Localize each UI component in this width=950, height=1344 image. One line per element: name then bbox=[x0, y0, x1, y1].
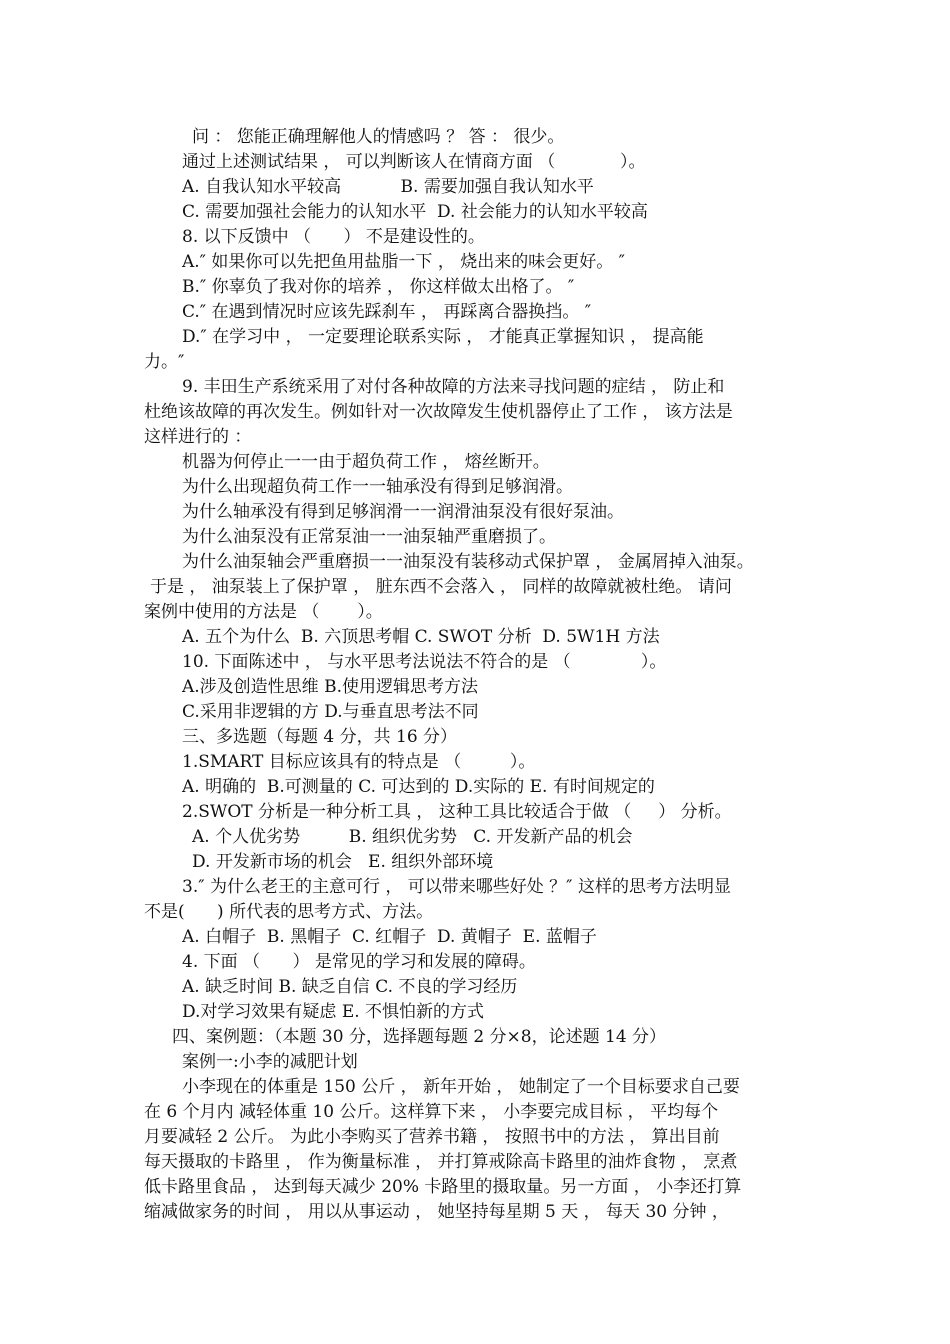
text-line: 9. 丰田生产系统采用了对付各种故障的方法来寻找问题的症结 ， 防止和 bbox=[182, 377, 725, 397]
text-line: A. 五个为什么 B. 六顶思考帽 C. SWOT 分析 D. 5W1H 方法 bbox=[182, 627, 660, 647]
text-line: 不是( ) 所代表的思考方式、方法。 bbox=[144, 902, 434, 922]
text-line: B.″ 你辜负了我对你的培养 ， 你这样做太出格了。 ″ bbox=[182, 277, 575, 297]
text-line: A. 个人优劣势 B. 组织优劣势 C. 开发新产品的机会 bbox=[192, 827, 633, 847]
text-line: 为什么油泵没有正常泵油一一油泵轴严重磨损了。 bbox=[182, 527, 556, 547]
text-line: 通过上述测试结果 ， 可以判断该人在情商方面 （ ）。 bbox=[182, 152, 646, 172]
text-line: 月要减轻 2 公斤。 为此小李购买了营养书籍 ， 按照书中的方法 ， 算出目前 bbox=[144, 1127, 720, 1147]
text-line: 力。″ bbox=[144, 352, 185, 372]
text-line: 小李现在的体重是 150 公斤 ， 新年开始 ， 她制定了一个目标要求自己要 bbox=[182, 1077, 740, 1097]
text-line: 问 ： 您能正确理解他人的情感吗 ？ 答 ： 很少。 bbox=[192, 127, 565, 147]
text-line: A. 白帽子 B. 黑帽子 C. 红帽子 D. 黄帽子 E. 蓝帽子 bbox=[182, 927, 597, 947]
text-line: A. 自我认知水平较高 B. 需要加强自我认知水平 bbox=[182, 177, 594, 197]
text-line: 10. 下面陈述中 ， 与水平思考法说法不符合的是 （ ）。 bbox=[182, 652, 667, 672]
text-line: 4. 下面 （ ） 是常见的学习和发展的障碍。 bbox=[182, 952, 536, 972]
text-line: 2.SWOT 分析是一种分析工具 ， 这种工具比较适合于做 （ ） 分析。 bbox=[182, 802, 732, 822]
text-line: D.″ 在学习中 ， 一定要理论联系实际 ， 才能真正掌握知识 ， 提高能 bbox=[182, 327, 704, 347]
text-line: 8. 以下反馈中 （ ） 不是建设性的。 bbox=[182, 227, 485, 247]
text-line: 缩减做家务的时间 ， 用以从事运动 ， 她坚持每星期 5 天 ， 每天 30 分钟 ， bbox=[144, 1202, 729, 1222]
case-title: 案例一:小李的减肥计划 bbox=[182, 1052, 358, 1072]
text-line: 杜绝该故障的再次发生。例如针对一次故障发生使机器停止了工作 ， 该方法是 bbox=[144, 402, 733, 422]
text-line: 机器为何停止一一由于超负荷工作 ， 熔丝断开。 bbox=[182, 452, 550, 472]
text-line: 这样进行的 ： bbox=[144, 427, 252, 447]
text-line: 低卡路里食品 ， 达到每天减少 20% 卡路里的摄取量。另一方面 ， 小李还打算 bbox=[144, 1177, 742, 1197]
text-line: D.对学习效果有疑虑 E. 不惧怕新的方式 bbox=[182, 1002, 485, 1022]
text-line: A. 明确的 B.可测量的 C. 可达到的 D.实际的 E. 有时间规定的 bbox=[182, 777, 655, 797]
text-line: 3.″ 为什么老王的主意可行 ， 可以带来哪些好处 ？″ 这样的思考方法明显 bbox=[182, 877, 731, 897]
text-line: 每天摄取的卡路里 ， 作为衡量标准 ， 并打算戒除高卡路里的油炸食物 ， 烹煮 bbox=[144, 1152, 738, 1172]
text-line: C. 需要加强社会能力的认知水平 D. 社会能力的认知水平较高 bbox=[182, 202, 648, 222]
text-line: A.涉及创造性思维 B.使用逻辑思考方法 bbox=[182, 677, 478, 697]
text-line: 1.SMART 目标应该具有的特点是 （ ）。 bbox=[182, 752, 536, 772]
section-heading: 三、多选题（每题 4 分，共 16 分） bbox=[182, 727, 458, 747]
text-line: D. 开发新市场的机会 E. 组织外部环境 bbox=[192, 852, 494, 872]
text-line: 为什么油泵轴会严重磨损一一油泵没有装移动式保护罩 ， 金属屑掉入油泵。 bbox=[182, 552, 754, 572]
text-line: C.采用非逻辑的方 D.与垂直思考法不同 bbox=[182, 702, 479, 722]
text-line: 在 6 个月内 减轻体重 10 公斤。这样算下来 ， 小李要完成目标 ， 平均每个 bbox=[144, 1102, 719, 1122]
text-line: C.″ 在遇到情况时应该先踩刹车 ， 再踩离合器换挡。 ″ bbox=[182, 302, 592, 322]
text-line: 案例中使用的方法是 （ ）。 bbox=[144, 602, 383, 622]
text-line: 为什么轴承没有得到足够润滑一一润滑油泵没有很好泵油。 bbox=[182, 502, 624, 522]
text-line: 为什么出现超负荷工作一一轴承没有得到足够润滑。 bbox=[182, 477, 573, 497]
text-line: A. 缺乏时间 B. 缺乏自信 C. 不良的学习经历 bbox=[182, 977, 518, 997]
text-line: A.″ 如果你可以先把鱼用盐脂一下 ， 烧出来的味会更好。 ″ bbox=[182, 252, 625, 272]
text-line: 于是 ， 油泵装上了保护罩 ， 脏东西不会落入 ， 同样的故障就被杜绝。 请问 bbox=[150, 577, 732, 597]
section-heading: 四、案例题：（本题 30 分，选择题每题 2 分×8，论述题 14 分） bbox=[172, 1027, 667, 1047]
